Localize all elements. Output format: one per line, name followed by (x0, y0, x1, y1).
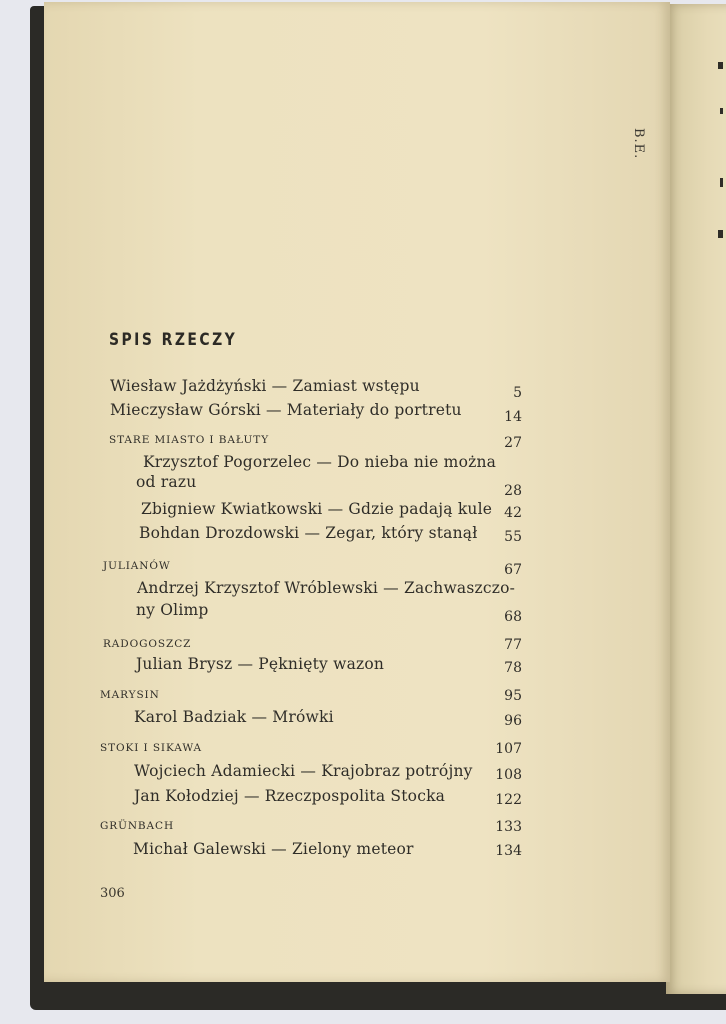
toc-entry: Mieczysław Górski — Materiały do portretu (110, 401, 462, 419)
toc-row (0, 524, 640, 548)
toc-section-row (0, 431, 640, 455)
toc-page-number: 108 (495, 767, 522, 783)
toc-entry: Jan Kołodziej — Rzeczpospolita Stocka (134, 787, 446, 805)
toc-section-heading: STOKI I SIKAWA (100, 742, 202, 754)
toc-entry: Zbigniew Kwiatkowski — Gdzie padają kule (141, 500, 493, 518)
toc-page-number: 107 (495, 741, 522, 757)
right-page-print-mark (718, 62, 723, 69)
toc-entry: Michał Galewski — Zielony meteor (133, 840, 414, 858)
toc-page-number: 28 (504, 483, 522, 499)
toc-entry-continued: od razu (136, 473, 197, 491)
toc-section-heading: JULIANÓW (103, 560, 171, 572)
toc-row (0, 708, 640, 732)
toc-entry: Andrzej Krzysztof Wróblewski — Zachwaszczo- (137, 579, 516, 597)
right-page-print-mark (720, 178, 723, 187)
toc-page-number: 5 (513, 385, 522, 401)
toc-row (0, 500, 640, 524)
toc-row (0, 655, 640, 679)
toc-section-row (0, 686, 640, 710)
folio-page-number: 306 (100, 886, 125, 901)
toc-entry: Wojciech Adamiecki — Krajobraz potrójny (134, 762, 473, 780)
toc-page-number: 55 (504, 529, 522, 545)
right-page-print-mark (718, 230, 723, 238)
toc-section-heading: GRÜNBACH (100, 820, 175, 832)
toc-section-row (0, 557, 640, 581)
toc-page-number: 134 (495, 843, 522, 859)
toc-page-number: 77 (504, 637, 522, 653)
right-page (666, 4, 726, 994)
toc-row (0, 473, 640, 497)
toc-page-number: 122 (495, 792, 522, 808)
toc-title: SPIS RZECZY (109, 330, 238, 350)
right-page-print-mark (720, 108, 723, 114)
toc-page-number: 27 (504, 435, 522, 451)
toc-row (0, 840, 640, 864)
toc-page-number: 78 (504, 660, 522, 676)
toc-entry: Wiesław Jażdżyński — Zamiast wstępu (110, 377, 420, 395)
toc-section-heading: MARYSIN (100, 689, 160, 701)
toc-row (0, 601, 640, 625)
toc-entry-continued: ny Olimp (136, 601, 209, 619)
toc-section-row (0, 817, 640, 841)
toc-row (0, 787, 640, 811)
toc-page-number: 67 (504, 562, 522, 578)
toc-section-row (0, 739, 640, 763)
toc-section-heading: RADOGOSZCZ (103, 638, 192, 650)
toc-page-number: 68 (504, 609, 522, 625)
toc-row (0, 762, 640, 786)
toc-page-number: 133 (495, 819, 522, 835)
toc-entry: Karol Badziak — Mrówki (134, 708, 334, 726)
toc-row (0, 579, 640, 603)
toc-page-number: 95 (504, 688, 522, 704)
toc-page-number: 96 (504, 713, 522, 729)
toc-entry: Krzysztof Pogorzelec — Do nieba nie można (143, 453, 497, 471)
toc-row (0, 377, 640, 401)
toc-entry: Julian Brysz — Pęknięty wazon (136, 655, 385, 673)
toc-section-heading: STARE MIASTO I BAŁUTY (109, 434, 270, 446)
toc-row (0, 401, 640, 425)
toc-page-number: 42 (504, 505, 522, 521)
toc-entry: Bohdan Drozdowski — Zegar, który stanął (139, 524, 478, 542)
spine-marker: B.E. (631, 128, 646, 160)
toc-page-number: 14 (504, 409, 522, 425)
